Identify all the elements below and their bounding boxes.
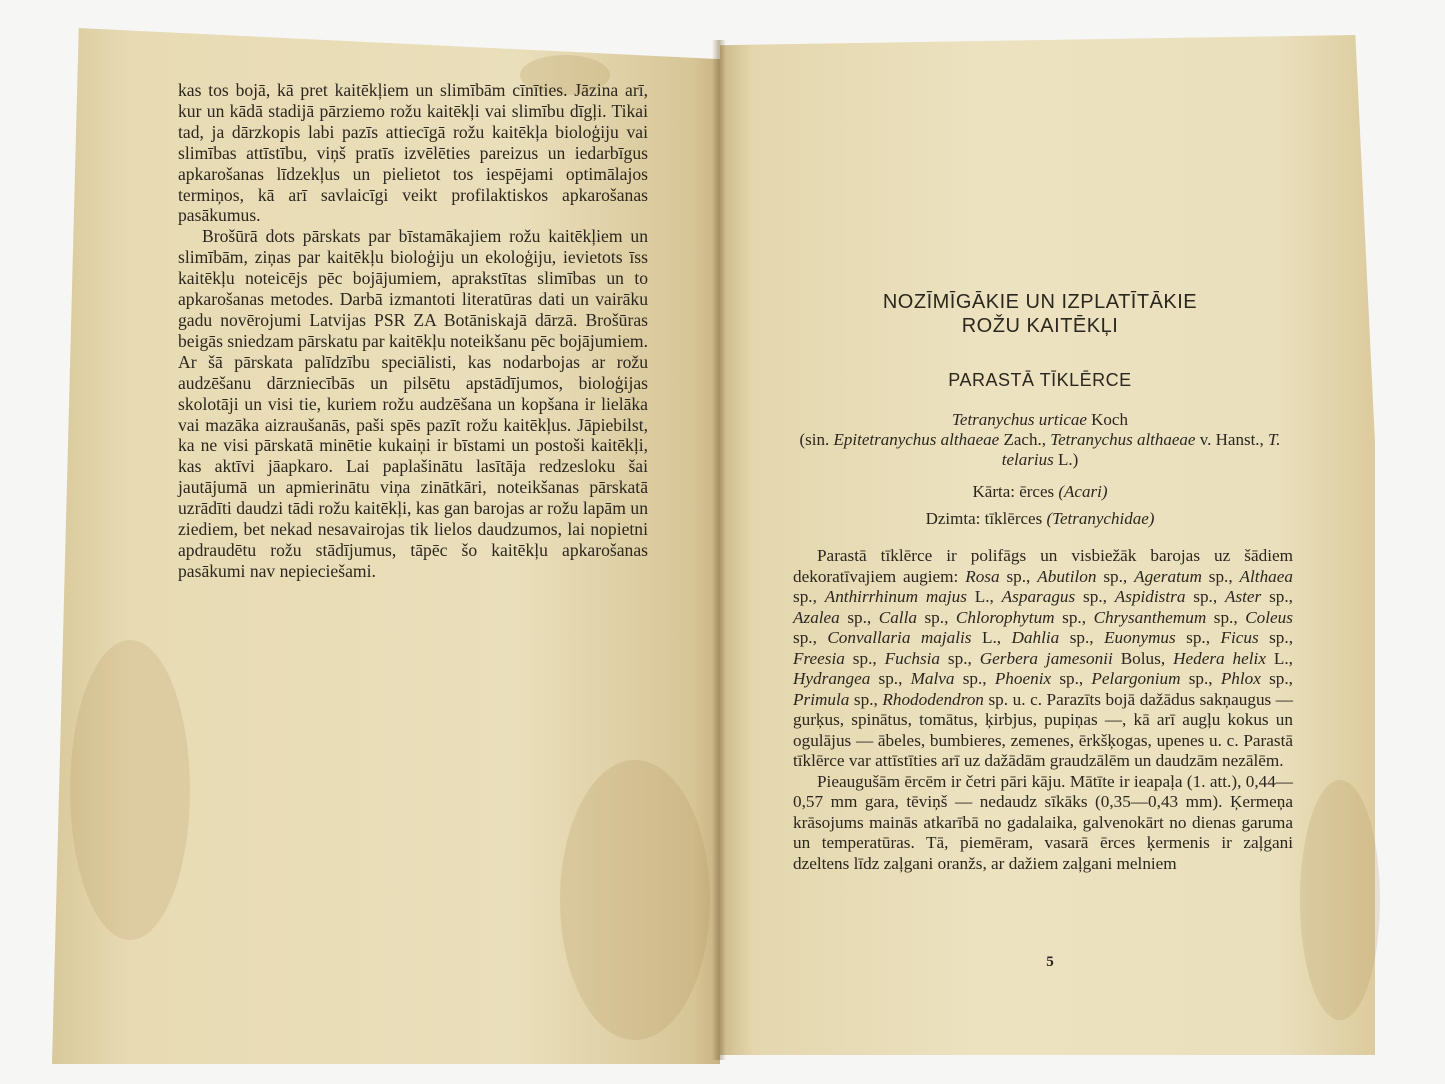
- synonym-author: Zach.,: [999, 430, 1051, 449]
- species-latin-name: Tetranychus urticae: [952, 410, 1087, 429]
- host-plant: Gerbera jamesonii: [979, 648, 1113, 668]
- host-tail: sp.,: [1075, 587, 1115, 606]
- order-latin: (Acari): [1058, 482, 1108, 501]
- family-latin: (Tetranychidae): [1046, 509, 1155, 528]
- host-tail: sp.,: [793, 587, 825, 606]
- species-line: [790, 410, 1290, 430]
- left-paragraph-2: Brošūrā dots pārskats par bīstamākajiem rožu kaitēkļiem un slimībām, ziņas par kaitēkļu bioloģiju un ekoloģiju, ievietots īss kaitēkļu noteicējs pēc bojājumiem, aprakstītas slimības un to apkarošanas metodes. Darbā izmantoti literatūras dati un vairāku gadu novērojumi Latvijas PSR ZA Botāniskajā dārzā. Brošūras beigās sniedzam pārskatu par kaitēkļu noteikšanu pēc bojājumiem. Ar šā pārskata palīdzību speciālisti, kas nodarbojas ar rožu audzēšanu dārzniecībās un pilsētu apstādījumos, bioloģijas skolotāji un visi tie, kuriem rožu audzēšana un kopšana ir lielāka vai mazāka aizraušanās, paši spēs pazīt rožu kaitēkļus. Jāpiebilst, ka ne visi pārskatā minētie kukaiņi ir bīstami un postoši kaitēkļi, kas aktīvi jāapkaro. Lai paplašinātu lasītāja redzesloku šai jautājumā un apmierinātu viņa zinātkāri, noteikšanas pārskatā uzrādīti daudzi tādi rožu kaitēkļi, kas gan barojas ar rožu lapām un ziediem, bet nekad nesavairojas tik lielos daudzumos, lai nopietni apdraudētu rožu stādījumus, tāpēc šo kaitēkļu apkarošanas pasākumi nav nepieciešami.: [178, 226, 648, 581]
- synonym-name: T. telarius: [1001, 430, 1281, 469]
- right-paragraph-1: [793, 546, 1293, 772]
- host-tail: sp.,: [1260, 669, 1293, 688]
- synonyms-line: [790, 430, 1290, 470]
- host-tail: L.,: [966, 587, 1002, 606]
- host-tail: sp.,: [1201, 566, 1240, 586]
- page-number: 5: [1046, 954, 1054, 970]
- host-tail: Bolus,: [1112, 648, 1174, 668]
- host-plant: Phoenix: [994, 669, 1052, 688]
- synonym-name: Tetranychus althaeae: [1050, 430, 1196, 449]
- host-plant: Althaea: [1239, 566, 1293, 586]
- host-plant: Ageratum: [1134, 566, 1202, 586]
- host-tail: sp.,: [839, 607, 879, 627]
- host-tail: sp.,: [1258, 628, 1293, 647]
- host-plant: Asparagus: [1001, 587, 1076, 606]
- chapter-heading-line-2: ROŽU KAITĒKĻI: [961, 315, 1119, 337]
- paper-stain: [560, 760, 710, 1040]
- host-plant: Fuchsia: [884, 648, 940, 668]
- family-line: [790, 509, 1290, 529]
- host-plant: Azalea: [793, 607, 840, 627]
- host-plant: Hedera helix: [1173, 648, 1266, 668]
- host-tail: sp.,: [1206, 607, 1246, 627]
- synonym-name: Epitetranychus althaeae: [833, 430, 1000, 449]
- host-tail: sp.,: [1180, 669, 1221, 688]
- host-plant: Dahlia: [1011, 628, 1060, 647]
- host-plant: Rosa: [965, 566, 1000, 586]
- chapter-heading: [800, 290, 1280, 338]
- host-plant: Aspidistra: [1114, 587, 1186, 606]
- host-plant: Rhododendron: [882, 689, 984, 709]
- body-intro: Parastā tīklērce ir polifāgs un visbiežāk barojas uz šādiem dekoratīvajiem augiem:: [793, 546, 1293, 586]
- synonym-author: v. Hanst.,: [1195, 430, 1269, 449]
- host-tail: sp.,: [1051, 669, 1092, 688]
- host-plant: Phlox: [1220, 669, 1261, 688]
- host-tail: L.,: [971, 628, 1012, 647]
- paper-stain: [1300, 780, 1380, 1020]
- host-tail: sp.,: [999, 566, 1038, 586]
- host-plant: Chrysanthemum: [1093, 607, 1207, 627]
- host-tail: sp.,: [1054, 607, 1094, 627]
- book-spine: [712, 40, 726, 1060]
- right-page-text: [793, 546, 1293, 874]
- synonyms-prefix: (sin.: [799, 430, 834, 449]
- family-label: Dzimta: tīklērces: [925, 509, 1047, 528]
- host-tail: sp.,: [870, 669, 911, 688]
- host-tail: sp. u. c. Parazīts bojā dažādus sakņaugus — gurķus, spinātus, tomātus, ķirbjus, pupiņas —, kā arī augļu kokus un ogulājus — ābeles, bumbieres, zemenes, ērkšķogas, upenes u. c. Parastā tīklērce var attīstīties arī uz dažādām graudzālēm un daudzām nezālēm.: [793, 689, 1293, 770]
- host-tail: sp.,: [844, 648, 885, 668]
- order-label: Kārta: ērces: [972, 482, 1059, 501]
- chapter-heading-line-1: NOZĪMĪGĀKIE UN IZPLATĪTĀKIE: [882, 291, 1198, 313]
- host-tail: sp.,: [793, 628, 828, 647]
- host-plant: Calla: [878, 607, 917, 627]
- host-tail: sp.,: [916, 607, 956, 627]
- host-tail: sp.,: [954, 669, 995, 688]
- host-tail: sp.,: [1175, 628, 1221, 647]
- host-plant: Pelargonium: [1091, 669, 1181, 688]
- host-plant: Abutilon: [1037, 566, 1097, 586]
- host-tail: sp.,: [1096, 566, 1135, 586]
- species-block: [790, 410, 1290, 470]
- order-line: [790, 482, 1290, 502]
- host-plant: Malva: [910, 669, 955, 688]
- species-author: Koch: [1086, 410, 1128, 429]
- host-tail: sp.,: [940, 648, 980, 668]
- host-plant: Aster: [1224, 587, 1262, 606]
- host-plant: Coleus: [1245, 607, 1293, 627]
- host-plant: Freesia: [793, 648, 845, 668]
- host-tail: sp.,: [1059, 628, 1105, 647]
- host-tail: sp.,: [1185, 587, 1225, 606]
- section-heading: PARASTĀ TĪKLĒRCE: [948, 370, 1132, 390]
- host-plant: Anthirrhinum majus: [824, 587, 967, 606]
- synonym-author: L.): [1053, 450, 1079, 469]
- host-tail: sp.,: [1261, 587, 1293, 606]
- host-plant: Chlorophytum: [955, 607, 1055, 627]
- host-plant: Convallaria majalis: [827, 628, 972, 647]
- right-paragraph-2: Pieaugušām ērcēm ir četri pāri kāju. Mātīte ir ieapaļa (1. att.), 0,44—0,57 mm gara, tēviņš — nedaudz sīkāks (0,35—0,43 mm). Ķermeņa krāsojums mainās atkarībā no gadalaika, galvenokārt no dienas garuma un temperatūras. Tā, piemēram, vasarā ērces ķermenis ir zaļgani dzeltens līdz zaļgani oranžs, ar dažiem zaļgani melniem: [793, 771, 1293, 873]
- host-plant: Euonymus: [1104, 628, 1176, 647]
- host-plant: Primula: [793, 689, 850, 709]
- left-page-text: [178, 80, 648, 582]
- left-paragraph-1: kas tos bojā, kā pret kaitēkļiem un slimībām cīnīties. Jāzina arī, kur un kādā stadijā pārziemo rožu kaitēkļi vai slimību dīgļi. Tikai tad, ja dārzkopis labi pazīs attiecīgā rožu kaitēkļa bioloģiju vai slimības attīstību, viņš pratīs izvēlēties pareizus un iedarbīgus apkarošanas līdzekļus un pielietot tos iespējami optimālajos termiņos, kā arī savlaicīgi veikt profilaktiskos apkarošanas pasākumus.: [178, 80, 648, 226]
- host-plant: Ficus: [1220, 628, 1259, 647]
- right-page: [720, 35, 1375, 1055]
- host-plant: Hydrangea: [793, 669, 871, 688]
- host-tail: L.,: [1265, 648, 1293, 668]
- host-tail: sp.,: [849, 689, 883, 709]
- paper-stain: [70, 640, 190, 940]
